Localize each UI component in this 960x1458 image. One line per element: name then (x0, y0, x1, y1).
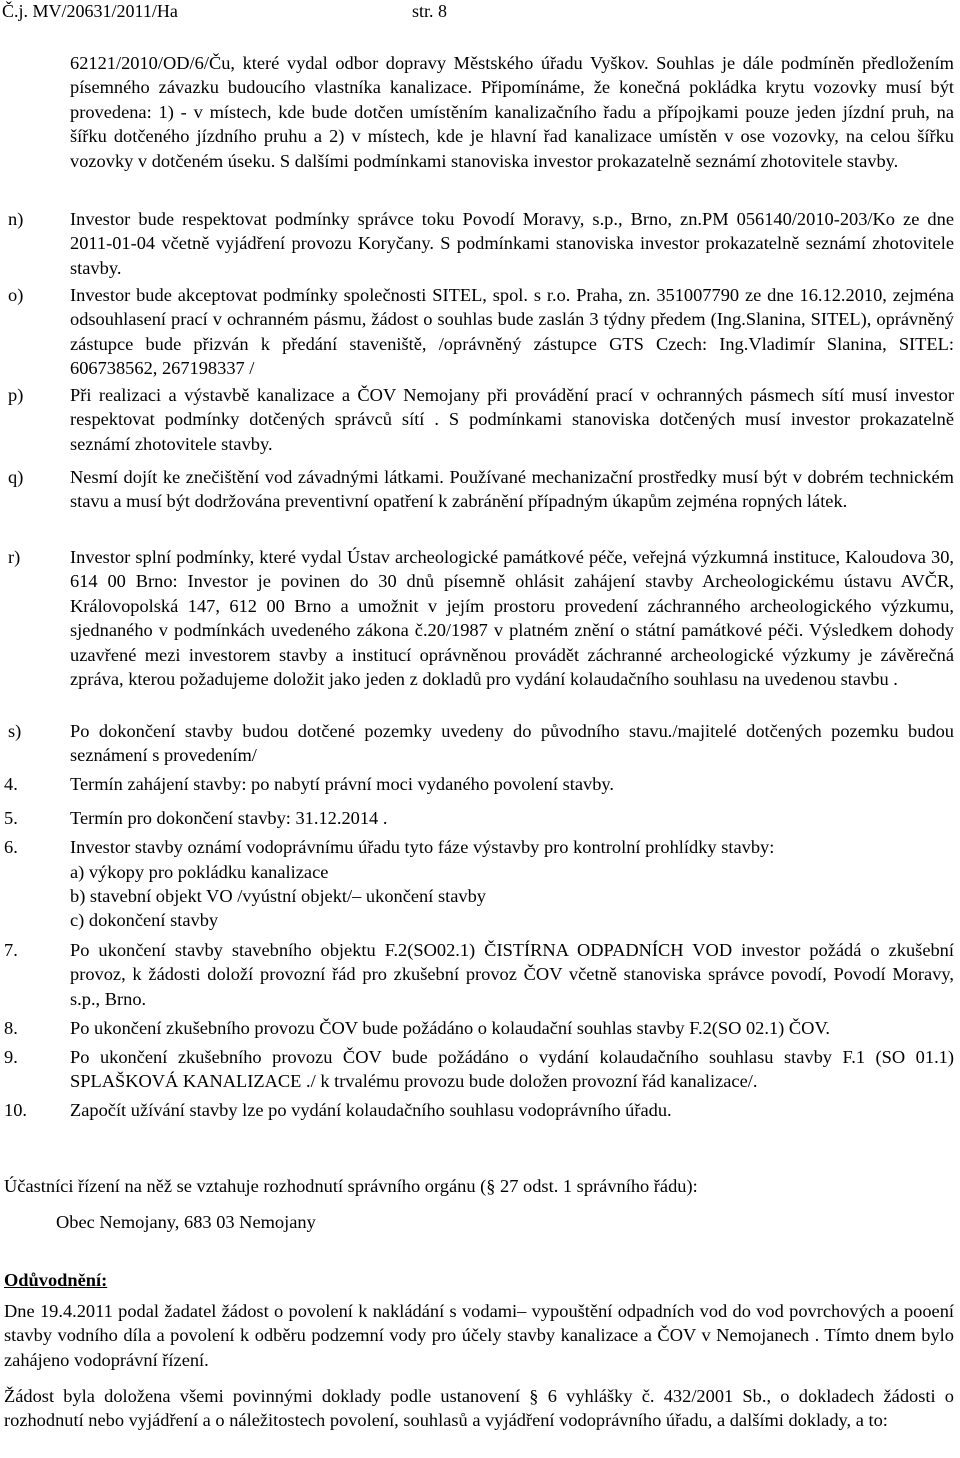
item-text: Po ukončení stavby stavebního objektu F.2(SO02.1) ČISTÍRNA ODPADNÍCH VOD investor požádá o zkušební provoz, k žádosti doloží provozní řád pro zkušební provoz ČOV včetně stanoviska správce povodí, Povodí Moravy, s.p., Brno. (70, 940, 954, 1009)
participants-heading: Účastníci řízení na něž se vztahuje rozhodnutí správního orgánu (§ 27 odst. 1 správního řádu): (4, 1176, 698, 1196)
reasoning-heading: Odůvodnění: (4, 1270, 108, 1290)
item-number: 8. (4, 1018, 18, 1038)
condition-label: s) (8, 721, 22, 741)
item-number: 10. (4, 1100, 27, 1120)
condition-label: p) (8, 385, 24, 405)
reference-number: Č.j. MV/20631/2011/Ha (2, 1, 178, 21)
item-text: Započít užívání stavby lze po vydání kolaudačního souhlasu vodoprávního úřadu. (70, 1100, 672, 1120)
condition-label: r) (8, 547, 21, 567)
condition-label: n) (8, 209, 24, 229)
page-number: str. 8 (412, 1, 448, 21)
phase-b: b) stavební objekt VO /vyústní objekt/– ukončení stavby (70, 886, 486, 906)
condition-text: Při realizaci a výstavbě kanalizace a ČOV Nemojany při provádění prací v ochranných pásmech sítí musí investor respektovat podmínky dotčených správců sítí . S podmínkami stanoviska dotčených musí investor prokazatelně seznámí zhotovitele stavby. (70, 385, 954, 454)
phase-c: c) dokončení stavby (70, 910, 219, 930)
condition-text: Po dokončení stavby budou dotčené pozemky uvedeny do původního stavu./majitelé dotčených pozemku budou seznámení s provedením/ (70, 721, 954, 766)
participant-entry: Obec Nemojany, 683 03 Nemojany (56, 1212, 316, 1232)
condition-text: Investor bude akceptovat podmínky společnosti SITEL, spol. s r.o. Praha, zn. 351007790 ze dne 16.12.2010, zejména odsouhlasení prací v ochranném pásmu, žádost o souhlas bude zaslán 3 týdny předem (Ing.Slanina, SITEL), oprávněný zástupce bude přizván k předání staveniště, /oprávněný zástupce GTS Czech: Ing.Vladimír Slanina, SITEL: 606738562, 267198337 / (70, 285, 954, 379)
condition-text: Investor bude respektovat podmínky správce toku Povodí Moravy, s.p., Brno, zn.PM 056140/2010-203/Ko ze dne 2011-01-04 včetně vyjádření provozu Koryčany. S podmínkami stanoviska investor prokazatelně seznámí zhotovitele stavby. (70, 209, 954, 278)
reasoning-paragraph-2: Žádost byla doložena všemi povinnými doklady podle ustanovení § 6 vyhlášky č. 432/2001 Sb., o dokladech žádosti o rozhodnutí nebo vyjádření a o náležitostech povolení, souhlasů a vyjádření vodoprávního úřadu, a dalšími doklady, a to: (4, 1386, 954, 1431)
item-text: Investor stavby oznámí vodoprávnímu úřadu tyto fáze výstavby pro kontrolní prohlídky stavby: (70, 837, 775, 857)
condition-label: q) (8, 467, 24, 487)
reasoning-paragraph-1: Dne 19.4.2011 podal žadatel žádost o povolení k nakládání s vodami– vypouštění odpadních vod do vod povrchových a pooení stavby vodního díla a povolení k odběru podzemní vody pro účely stavby kanalizace a ČOV v Nemojanech . Tímto dnem bylo zahájeno vodoprávní řízení. (4, 1301, 954, 1370)
item-number: 7. (4, 940, 18, 960)
item-text: Po ukončení zkušebního provozu ČOV bude požádáno o vydání kolaudačního souhlasu stavby F.1 (SO 01.1) SPLAŠKOVÁ KANALIZACE ./ k trvalému provozu bude doložen provozní řád kanalizace/. (70, 1047, 954, 1092)
page-header (0, 0, 960, 22)
item-text: Po ukončení zkušebního provozu ČOV bude požádáno o kolaudační souhlas stavby F.2(SO 02.1) ČOV. (70, 1018, 830, 1038)
item-text: Termín zahájení stavby: po nabytí právní moci vydaného povolení stavby. (70, 774, 614, 794)
condition-text: Nesmí dojít ke znečištění vod závadnými látkami. Používané mechanizační prostředky musí být v dobrém technickém stavu a musí být dodržována preventivní opatření k zabránění případným úkapům zejména ropných látek. (70, 467, 954, 512)
item-number: 4. (4, 774, 18, 794)
item-number: 9. (4, 1047, 18, 1067)
item-number: 6. (4, 837, 18, 857)
phase-a: a) výkopy pro pokládku kanalizace (70, 862, 329, 882)
condition-label: o) (8, 285, 24, 305)
item-text: Termín pro dokončení stavby: 31.12.2014 . (70, 808, 388, 828)
item-number: 5. (4, 808, 18, 828)
condition-text: Investor splní podmínky, které vydal Ústav archeologické památkové péče, veřejná výzkumná instituce, Kaloudova 30, 614 00 Brno: Investor je povinen do 30 dnů písemně ohlásit zahájení stavby Archeologickému ústavu AVČR, Královopolská 147, 612 00 Brno a umožnit v jejím prostoru provedení záchranného archeologického výzkumu, sjednaného v podmínkách uvedeného zákona č.20/1987 v platném znění o státní památkové péči. Výsledkem dohody uzavřené mezi investorem stavby a institucí oprávněnou provádět záchranné archeologické výzkumy je závěrečná zpráva, kterou požadujeme doložit jako jeden z dokladů pro vydání kolaudačního souhlasu na uvedenou stavbu . (70, 547, 954, 690)
intro-paragraph: 62121/2010/OD/6/Ču, které vydal odbor dopravy Městského úřadu Vyškov. Souhlas je dále podmíněn předložením písemného závazku budoucího vlastníka kanalizace. Připomínáme, že konečná pokládka krytu vozovky musí být provedena: 1) - v místech, kde bude dotčen umístěním kanalizačního řadu a přípojkami pouze jeden jízdní pruh, na šířku dotčeného jízdního pruhu a 2) v místech, kde je hlavní řad kanalizace umístěn v ose vozovky, na celou šířku vozovky v dotčeném úseku. S dalšími podmínkami stanoviska investor prokazatelně seznámí zhotovitele stavby. (70, 53, 954, 171)
